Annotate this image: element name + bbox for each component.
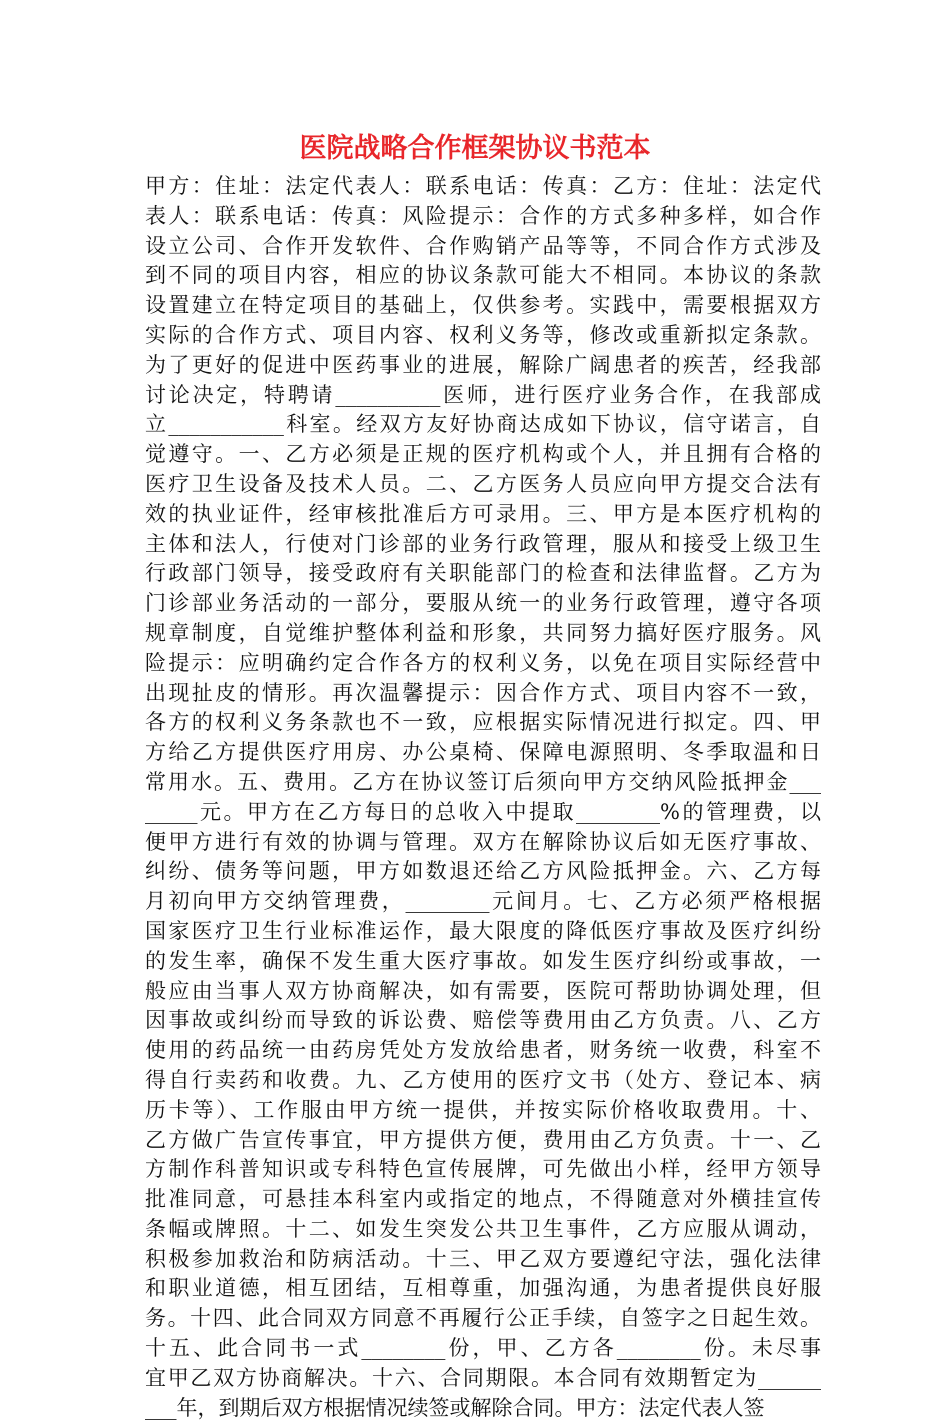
body-line: 甲方：住址：法定代表人：联系电话：传真：乙方：住址：法定代 [145,174,821,198]
body-line: 批准同意，可悬挂本科室内或指定的地点，不得随意对外横挂宣传 [145,1187,821,1212]
body-line: 出现扯皮的情形。再次温馨提示：因合作方式、项目内容不一致， [145,680,821,705]
body-line: 医疗卫生设备及技术人员。二、乙方医务人员应向甲方提交合法有 [145,471,821,496]
body-line: 讨论决定，特聘请__________医师，进行医疗业务合作，在我部成 [145,382,821,407]
body-line: 常用水。五、费用。乙方在协议签订后须向甲方交纳风险抵押金___ [145,769,821,794]
body-line: 国家医疗卫生行业标准运作，最大限度的降低医疗事故及医疗纠纷 [145,918,821,943]
document-body [145,172,821,1423]
body-line: 为了更好的促进中医药事业的进展，解除广阔患者的疾苦，经我部 [145,352,821,377]
body-line: 的发生率，确保不发生重大医疗事故。如发生医疗纠纷或事故，一 [145,948,821,973]
body-line: 设置建立在特定项目的基础上，仅供参考。实践中，需要根据双方 [145,293,821,318]
body-line: 月初向甲方交纳管理费，________元间月。七、乙方必须严格根据 [145,889,821,914]
body-line: 觉遵守。一、乙方必须是正规的医疗机构或个人，并且拥有合格的 [145,442,821,467]
body-line: 到不同的项目内容，相应的协议条款可能大不相同。本协议的条款 [145,263,821,288]
body-line: 立___________科室。经双方友好协商达成如下协议，信守诺言，自 [145,412,821,437]
body-line: 务。十四、此合同双方同意不再履行公正手续，自签字之日起生效。 [145,1306,821,1331]
body-line: 主体和法人，行使对门诊部的业务行政管理，服从和接受上级卫生 [145,531,821,556]
body-line: 纠纷、债务等问题，甲方如数退还给乙方风险抵押金。六、乙方每 [145,859,821,884]
body-line: 规章制度，自觉维护整体利益和形象，共同努力搞好医疗服务。风 [145,620,821,645]
body-line: 行政部门领导，接受政府有关职能部门的检查和法律监督。乙方为 [145,561,821,586]
body-line: 效的执业证件，经审核批准后方可录用。三、甲方是本医疗机构的 [145,501,821,526]
body-line: 因事故或纠纷而导致的诉讼费、赔偿等费用由乙方负责。八、乙方 [145,1008,821,1033]
body-line: 积极参加救治和防病活动。十三、甲乙双方要遵纪守法，强化法律 [145,1246,821,1271]
body-line: 表人：联系电话：传真：风险提示：合作的方式多种多样，如合作 [145,203,821,228]
body-line: 乙方做广告宣传事宜，甲方提供方便，费用由乙方负责。十一、乙 [145,1127,821,1152]
body-line: 方给乙方提供医疗用房、办公桌椅、保障电源照明、冬季取温和日 [145,740,821,765]
body-line: 方制作科普知识或专科特色宣传展牌，可先做出小样，经甲方领导 [145,1157,821,1182]
body-line: 便甲方进行有效的协调与管理。双方在解除协议后如无医疗事故、 [145,829,821,854]
body-line: _____元。甲方在乙方每日的总收入中提取________%的管理费，以 [145,799,821,824]
body-line: 般应由当事人双方协商解决，如有需要，医院可帮助协调处理，但 [145,978,821,1003]
body-line: 设立公司、合作开发软件、合作购销产品等等，不同合作方式涉及 [145,233,821,258]
body-line: 使用的药品统一由药房凭处方发放给患者，财务统一收费，科室不 [145,1038,821,1063]
body-line: 得自行卖药和收费。九、乙方使用的医疗文书（处方、登记本、病 [145,1067,821,1092]
body-line: 十五、此合同书一式________份，甲、乙方各________份。未尽事 [145,1336,821,1361]
body-line: 和职业道德，相互团结，互相尊重，加强沟通，为患者提供良好服 [145,1276,821,1301]
body-line: 险提示：应明确约定合作各方的权利义务，以免在项目实际经营中 [145,650,821,675]
body-line: 各方的权利义务条款也不一致，应根据实际情况进行拟定。四、甲 [145,710,821,735]
body-line: 历卡等）、工作服由甲方统一提供，并按实际价格收取费用。十、 [145,1097,821,1122]
body-line: ___年，到期后双方根据情况续签或解除合同。甲方：法定代表人签 [145,1395,765,1420]
body-line: 门诊部业务活动的一部分，要服从统一的业务行政管理，遵守各项 [145,591,821,616]
body-line: 条幅或牌照。十二、如发生突发公共卫生事件，乙方应服从调动， [145,1216,821,1241]
document-title: 医院战略合作框架协议书范本 [299,133,651,164]
body-line: 宜甲乙双方协商解决。十六、合同期限。本合同有效期暂定为______ [145,1365,821,1390]
body-line: 实际的合作方式、项目内容、权利义务等，修改或重新拟定条款。 [145,322,821,347]
